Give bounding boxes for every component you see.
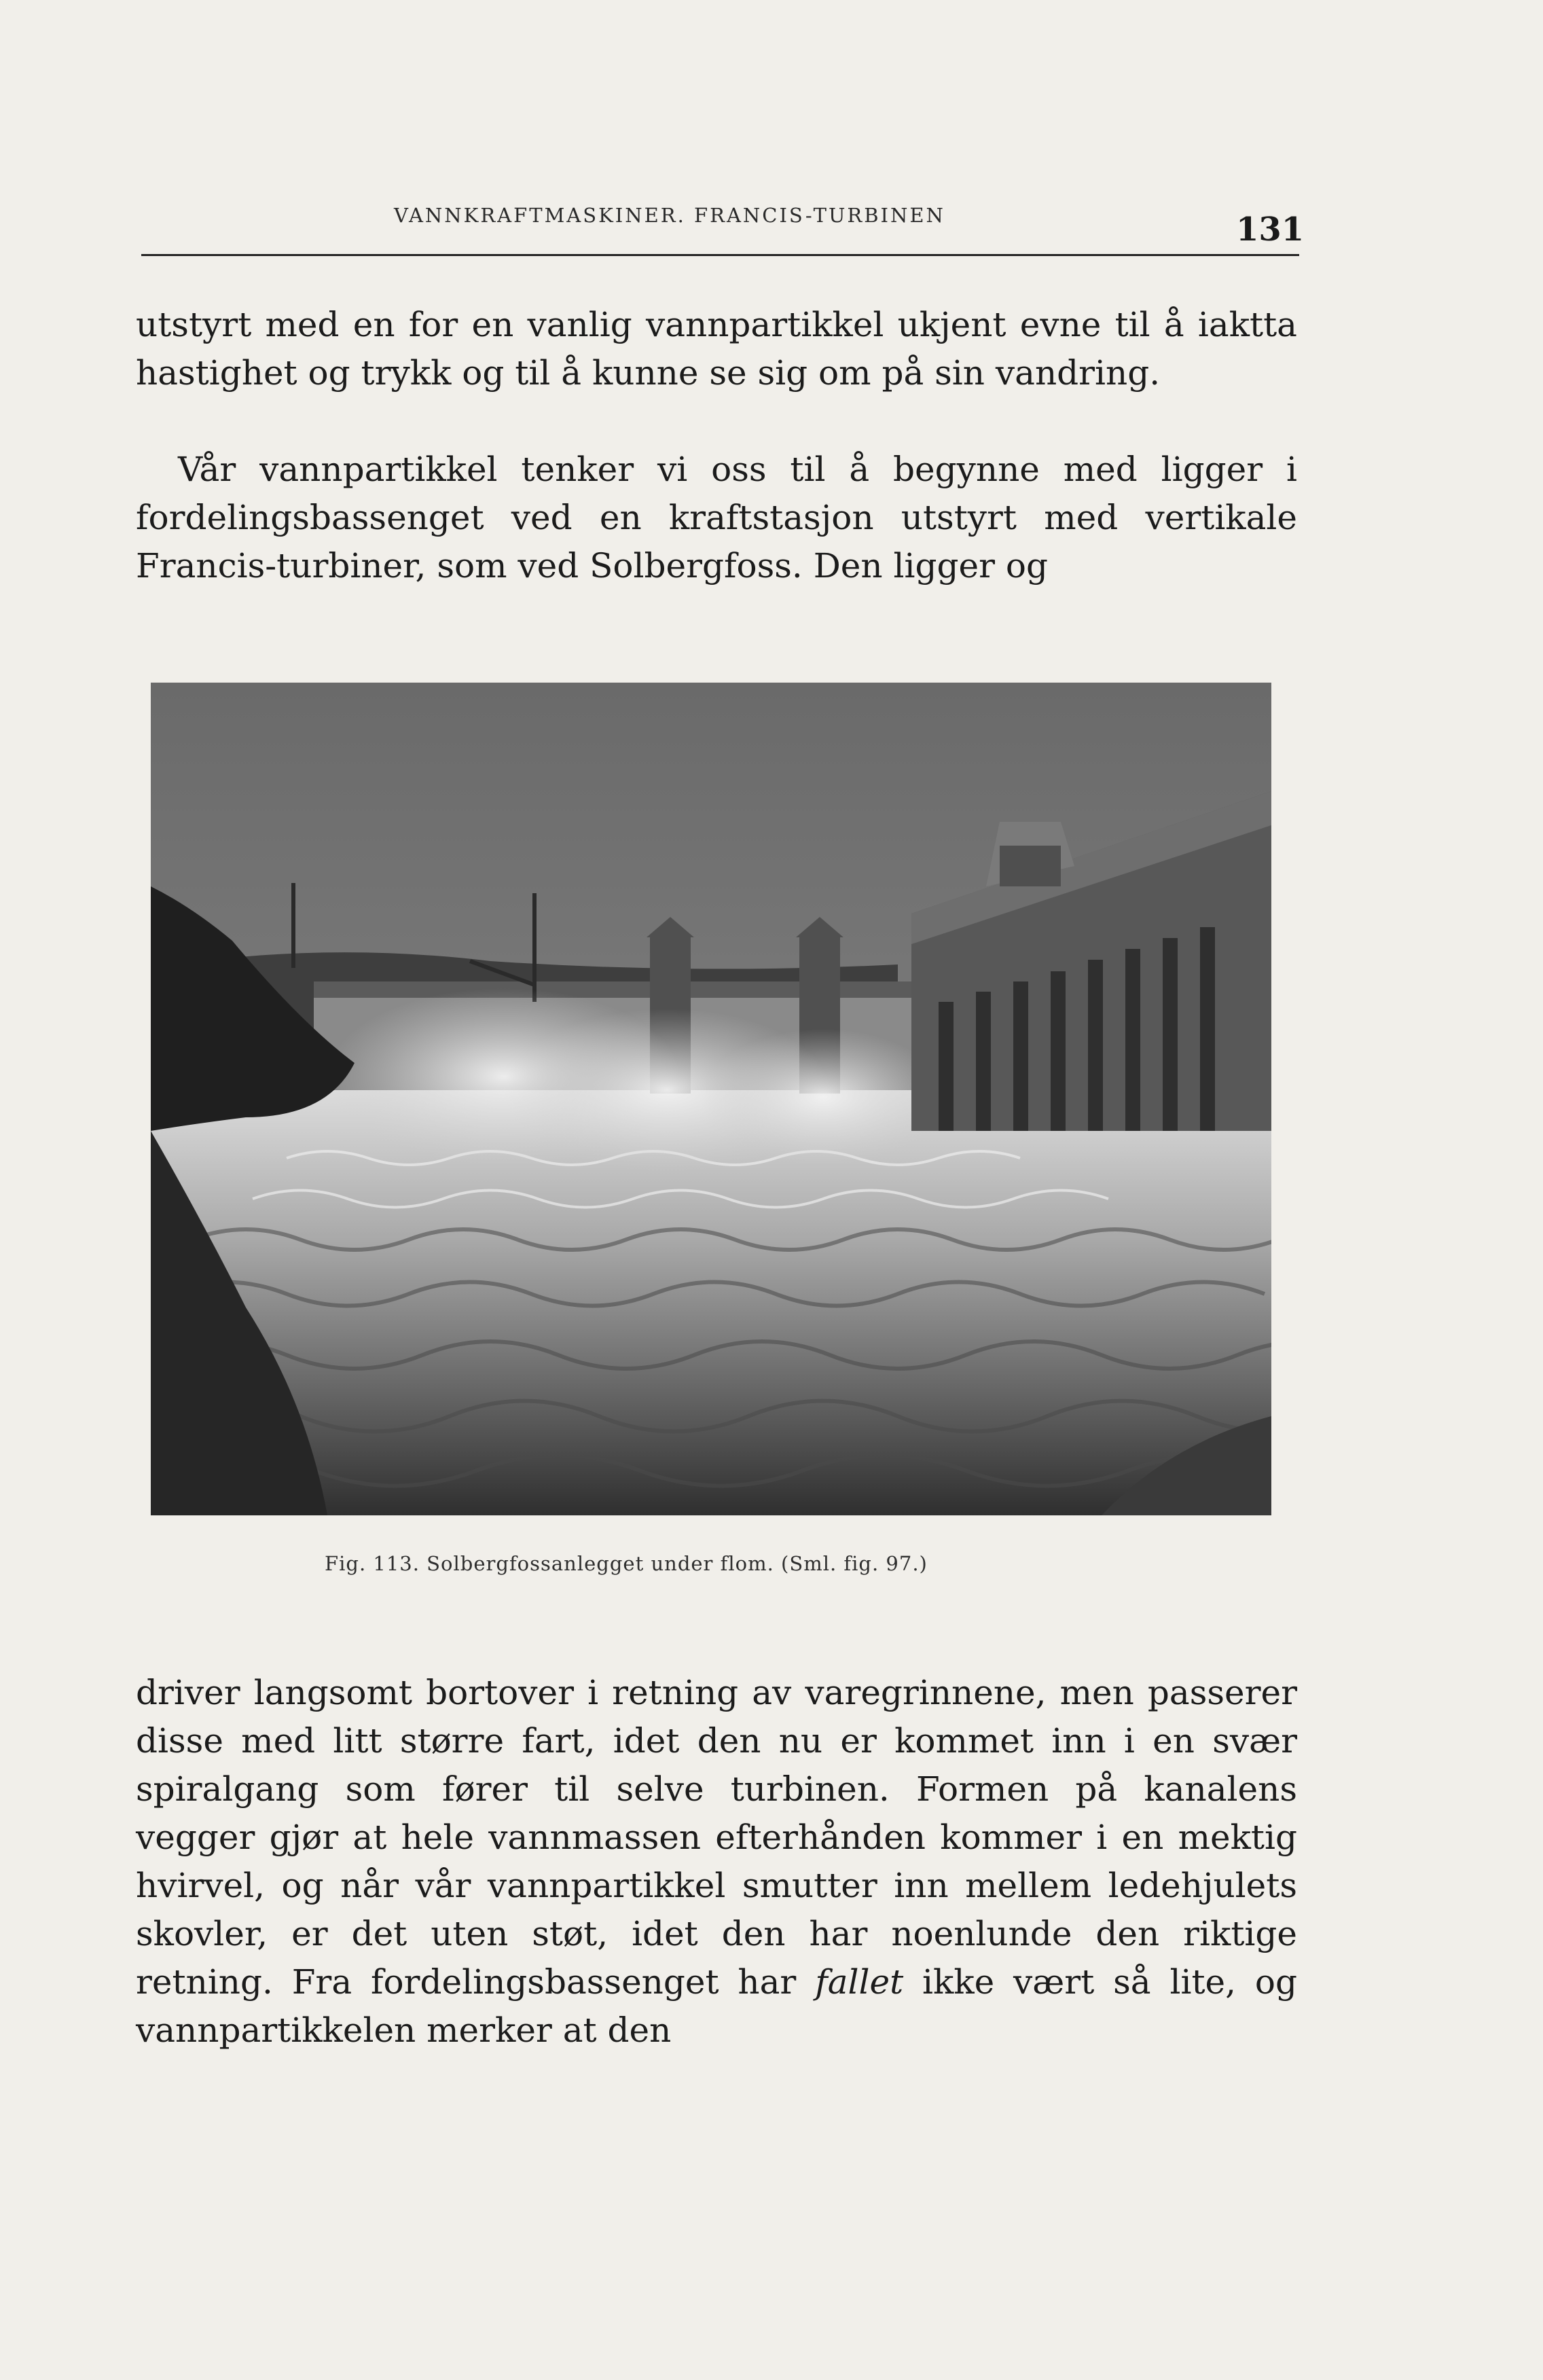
paragraph-2: Vår vannpartikkel tenker vi oss til å begynne med ligger i fordelingsbassenget ved en kraftstasjon utstyrt med vertikale Francis-turbiner, som ved Solbergfoss. Den ligger og — [136, 450, 1297, 585]
paragraph-1: utstyrt med en for en vanlig vannpartikkel ukjent evne til å iaktta hastighet og trykk og til å kunne se sig om på sin vandring. — [136, 305, 1297, 393]
paragraph-3-text-b: ikke vært så lite, og vannpartikkelen merker at den — [136, 1962, 1297, 2050]
running-head: VANNKRAFTMASKINER. FRANCIS-TURBINEN — [394, 204, 945, 227]
paragraph-3-text-a: driver langsomt bortover i retning av varegrinnene, men passerer disse med litt større fart, idet den nu er kommet inn i en svær spiralgang som fører til selve turbinen. Formen på kanalens vegger gjør at hele vannmassen efterhånden kommer i en mektig hvirvel, og når vår vannpartikkel smutter inn mellem ledehjulets skovler, er det uten støt, idet den har noenlunde den riktige retning. Fra fordelingsbassenget har — [136, 1673, 1297, 2002]
paragraph-3-italic-word: fallet — [815, 1962, 904, 2002]
page-number: 131 — [1236, 211, 1305, 249]
header-rule — [141, 254, 1299, 256]
figure-caption: Fig. 113. Solbergfossanlegget under flom. (Sml. fig. 97.) — [325, 1552, 928, 1575]
paragraph-3 — [136, 1669, 1297, 2055]
photograph-solbergfoss-dam — [151, 683, 1271, 1515]
